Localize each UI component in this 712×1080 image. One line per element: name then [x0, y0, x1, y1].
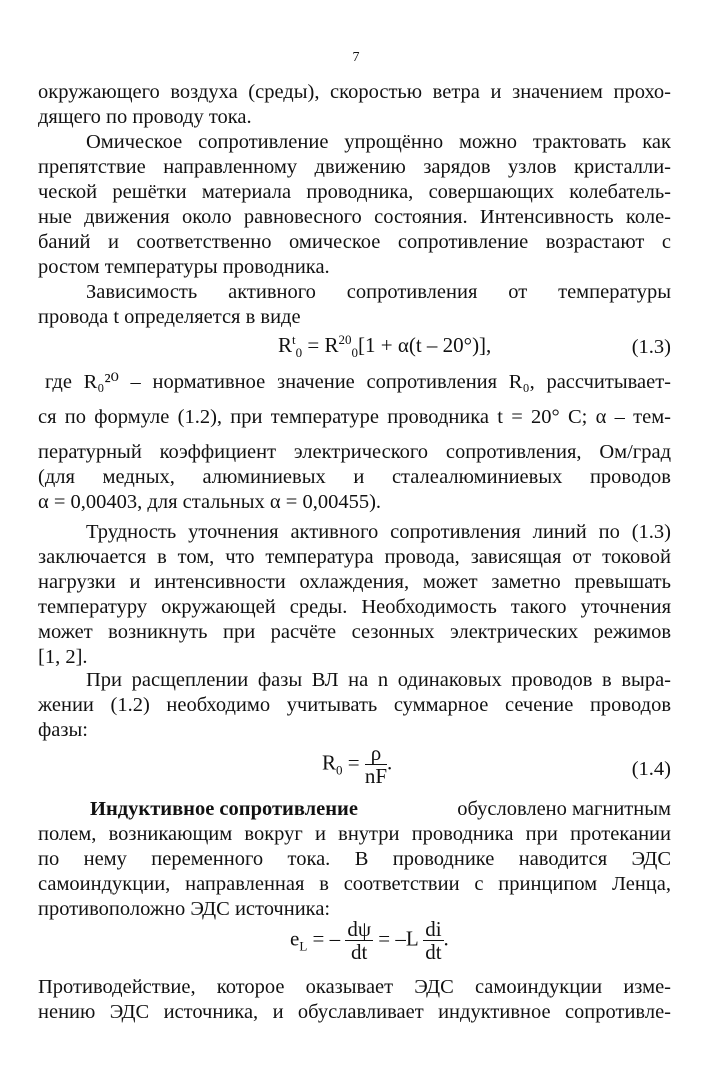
inductive-line: [90, 797, 671, 822]
text-line: ся по формуле (1.2), при температуре проводника t = 20° C; α – тем-: [38, 406, 671, 428]
text-line: по нему переменного тока. В проводнике наводится ЭДС: [38, 848, 671, 870]
text-line: фазы:: [38, 719, 88, 741]
text-line: нагрузки и интенсивности охлаждения, может заметно превышать: [38, 571, 671, 593]
text-line: [1, 2].: [38, 646, 88, 668]
text-line: Омическое сопротивление упрощённо можно трактовать как: [86, 131, 671, 153]
text-line: температуру окружающей среды. Необходимость такого уточнения: [38, 596, 671, 618]
text-line: α = 0,00403, для стальных α = 0,00455).: [38, 491, 382, 513]
text-line: полем, возникающим вокруг и внутри проводника при протекании: [38, 823, 671, 845]
text-line: самоиндукции, направленная в соответствии с принципом Ленца,: [38, 873, 671, 895]
equation-number: (1.3): [631, 336, 671, 358]
text-line: пературный коэффициент электрического сопротивления, Ом/град: [38, 441, 671, 463]
formula-self-induction: $e_L$ = – $\frac{d\psi}{dt}$ = –L $\frac{di}{dt}$ .: [290, 917, 449, 964]
text-line: дящего по проводу тока.: [38, 106, 252, 128]
page-number: 7: [352, 50, 360, 65]
text-line: баний и соответственно омическое сопротивление возрастают с: [38, 231, 671, 253]
bold-term: Индуктивное сопротивление: [90, 798, 358, 820]
text-line: (для медных, алюминиевых и сталеалюминиевых проводов: [38, 466, 671, 488]
text-line: нению ЭДС источника, и обуславливает индуктивное сопротивле-: [38, 1001, 671, 1023]
text-line: провода t определяется в виде: [38, 306, 301, 328]
equation-number: (1.4): [631, 758, 671, 780]
formula-1-3: $R^t_0 = R^{20}_0[1 + \alpha(t - 20^\circ)]$,: [278, 332, 492, 361]
text-fragment: обусловлено магнитным: [457, 798, 671, 820]
text-line: ростом температуры проводника.: [38, 256, 330, 278]
text-line: Противодействие, которое оказывает ЭДС самоиндукции изме-: [38, 976, 671, 998]
text-line: ческой решётки материала проводника, совершающих колебатель-: [38, 181, 671, 203]
text-line: заключается в том, что температура провода, зависящая от токовой: [38, 546, 671, 568]
text-line: противоположно ЭДС источника:: [38, 898, 331, 920]
text-line: жении (1.2) необходимо учитывать суммарное сечение проводов: [38, 694, 671, 716]
text-line: может возникнуть при расчёте сезонных электрических режимов: [38, 621, 671, 643]
text-line: Зависимость активного сопротивления от температуры: [86, 281, 671, 303]
text-line: Трудность уточнения активного сопротивления линий по (1.3): [86, 521, 671, 543]
text-line: препятствие направленному движению зарядов узлов кристалли-: [38, 156, 671, 178]
text-line: При расщеплении фазы ВЛ на n одинаковых проводов в выра-: [86, 669, 671, 691]
formula-1-4: $R_0$ = $\frac{\rho}{nF}$ .: [322, 741, 393, 788]
text-line: где R₀²⁰ – нормативное значение сопротивления R₀, рассчитывает-: [45, 371, 671, 393]
text-line: ные движения около равновесного состояния. Интенсивность коле-: [38, 206, 671, 228]
text-line: окружающего воздуха (среды), скоростью ветра и значением прохо-: [38, 81, 671, 103]
